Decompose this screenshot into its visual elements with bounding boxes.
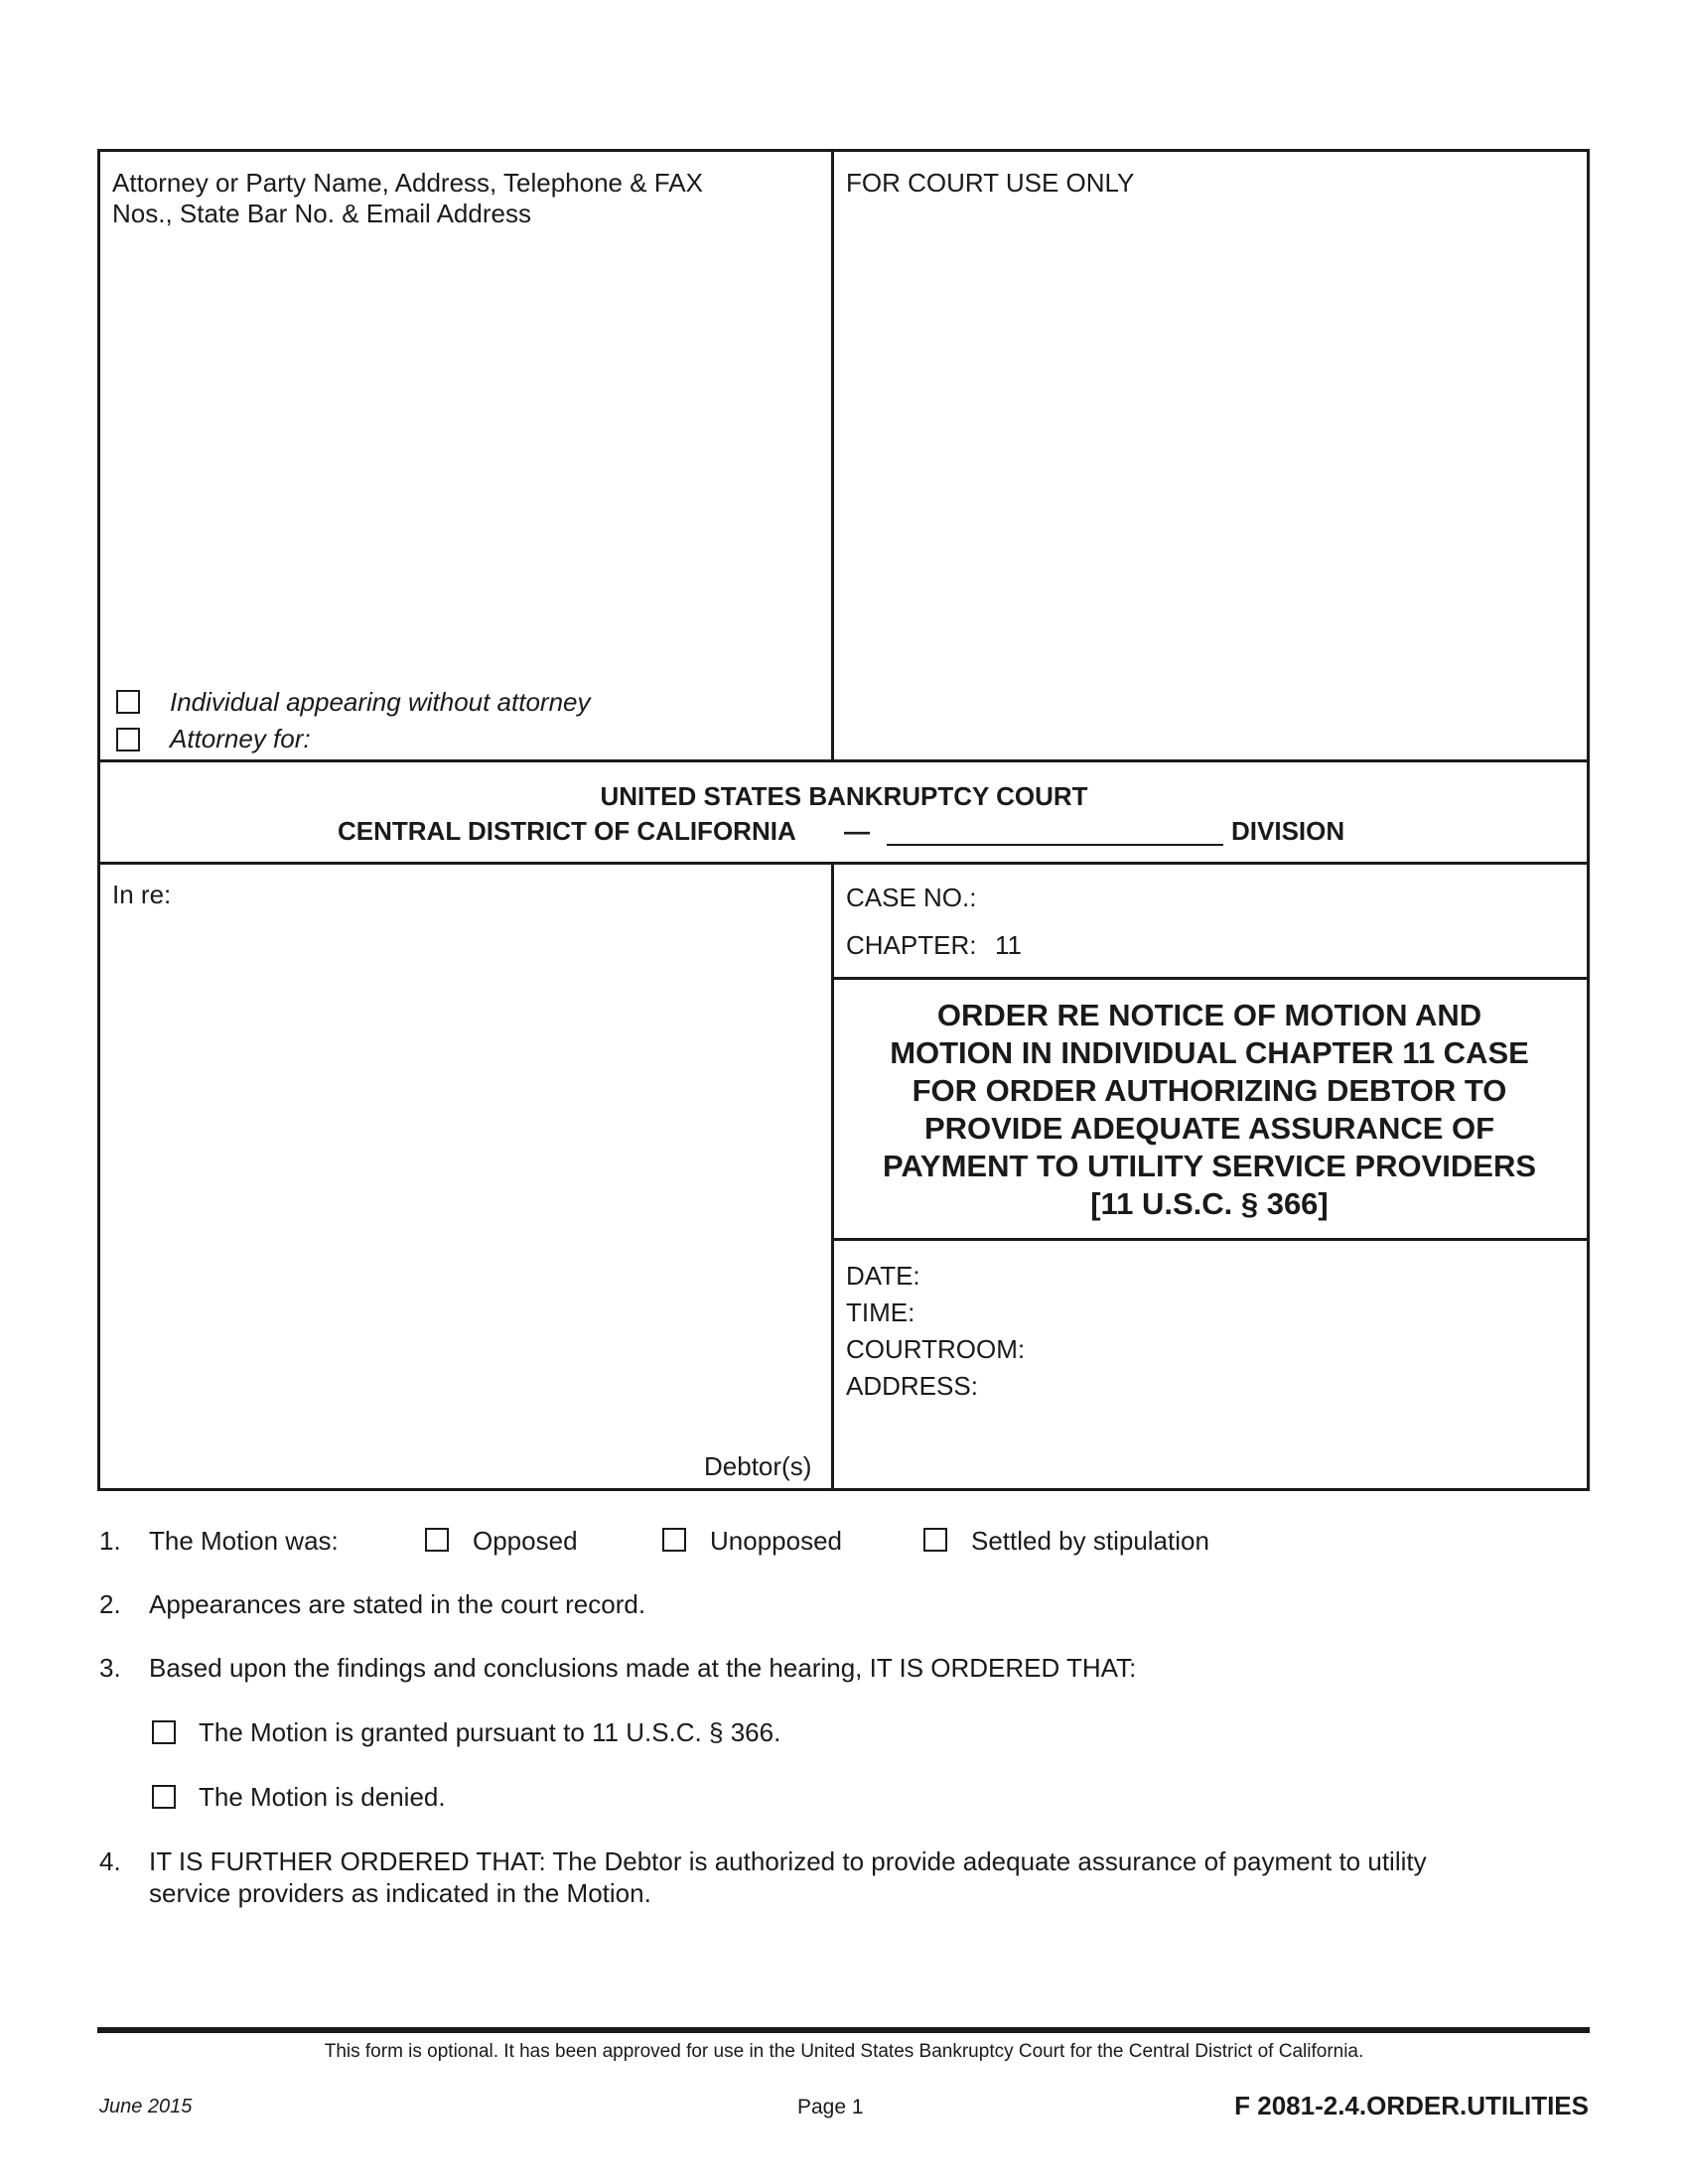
- item4-text-line1: IT IS FURTHER ORDERED THAT: The Debtor is authorized to provide adequate assurance of payment to utility: [149, 1846, 1427, 1876]
- court-band-top-line: [97, 759, 1590, 762]
- order-title-line: MOTION IN INDIVIDUAL CHAPTER 11 CASE: [890, 1035, 1529, 1070]
- case-box-bottom-line: [831, 977, 1590, 980]
- order-title: [837, 997, 1582, 1223]
- district-dash: —: [844, 816, 870, 846]
- motion-granted-checkbox[interactable]: [152, 1720, 176, 1744]
- item4-text-line2: service providers as indicated in the Motion.: [149, 1878, 651, 1908]
- unopposed-checkbox[interactable]: [662, 1528, 686, 1552]
- order-title-line: FOR ORDER AUTHORIZING DEBTOR TO: [912, 1073, 1507, 1108]
- item2-number: 2.: [99, 1589, 121, 1619]
- division-blank-line[interactable]: [887, 844, 1223, 846]
- hearing-time-label: TIME:: [846, 1297, 915, 1327]
- item1-number: 1.: [99, 1526, 121, 1556]
- item2-text: Appearances are stated in the court record.: [149, 1589, 646, 1619]
- attorney-for-checkbox[interactable]: [116, 728, 140, 751]
- individual-without-attorney-label: Individual appearing without attorney: [170, 687, 591, 717]
- motion-granted-label: The Motion is granted pursuant to 11 U.S.C. § 366.: [199, 1717, 781, 1747]
- settled-by-stipulation-checkbox[interactable]: [923, 1528, 947, 1552]
- footer-optional-note: This form is optional. It has been approved for use in the United States Bankruptcy Court for the Central District of California.: [324, 2041, 1364, 2062]
- footer-date: June 2015: [99, 2096, 193, 2117]
- order-title-line: [11 U.S.C. § 366]: [1090, 1186, 1329, 1221]
- form-left-border: [97, 149, 100, 1491]
- footer-rule: [97, 2027, 1590, 2033]
- footer-form-id: F 2081-2.4.ORDER.UTILITIES: [1234, 2091, 1589, 2120]
- form-right-border: [1587, 149, 1590, 1491]
- in-re-label: In re:: [112, 880, 172, 909]
- order-title-line: PROVIDE ADEQUATE ASSURANCE OF: [923, 1111, 1495, 1146]
- settled-by-stipulation-label: Settled by stipulation: [971, 1526, 1209, 1556]
- hearing-date-label: DATE:: [846, 1261, 920, 1291]
- item3-number: 3.: [99, 1653, 121, 1683]
- footer-page-number: Page 1: [797, 2096, 864, 2118]
- hearing-address-label: ADDRESS:: [846, 1371, 978, 1401]
- form-top-border: [97, 149, 1590, 152]
- debtor-label: Debtor(s): [704, 1451, 812, 1481]
- unopposed-label: Unopposed: [710, 1526, 842, 1556]
- item1-text: The Motion was:: [149, 1526, 339, 1556]
- division-label: DIVISION: [1231, 816, 1345, 846]
- opposed-label: Opposed: [473, 1526, 578, 1556]
- order-title-line: PAYMENT TO UTILITY SERVICE PROVIDERS: [882, 1149, 1537, 1183]
- court-band-bottom-line: [97, 862, 1590, 865]
- form-bottom-border: [97, 1488, 1590, 1491]
- chapter-value: 11: [995, 930, 1022, 960]
- chapter-label: CHAPTER:: [846, 930, 977, 960]
- attorney-label-line1: Attorney or Party Name, Address, Telephone & FAX: [112, 168, 703, 198]
- motion-denied-checkbox[interactable]: [152, 1785, 176, 1809]
- attorney-label-line2: Nos., State Bar No. & Email Address: [112, 199, 531, 228]
- item4-number: 4.: [99, 1846, 121, 1876]
- individual-without-attorney-checkbox[interactable]: [116, 690, 140, 714]
- caption-section-divider: [831, 862, 834, 1491]
- court-name: UNITED STATES BANKRUPTCY COURT: [600, 781, 1088, 811]
- order-title-line: ORDER RE NOTICE OF MOTION AND: [936, 998, 1482, 1032]
- top-section-divider: [831, 149, 834, 761]
- opposed-checkbox[interactable]: [425, 1528, 449, 1552]
- title-box-bottom-line: [831, 1238, 1590, 1241]
- item3-text: Based upon the findings and conclusions made at the hearing, IT IS ORDERED THAT:: [149, 1653, 1137, 1683]
- attorney-for-label: Attorney for:: [170, 724, 311, 753]
- motion-denied-label: The Motion is denied.: [199, 1782, 446, 1812]
- court-district: CENTRAL DISTRICT OF CALIFORNIA: [338, 816, 796, 846]
- court-use-only-label: FOR COURT USE ONLY: [846, 168, 1135, 198]
- case-no-label: CASE NO.:: [846, 883, 977, 912]
- hearing-courtroom-label: COURTROOM:: [846, 1334, 1026, 1364]
